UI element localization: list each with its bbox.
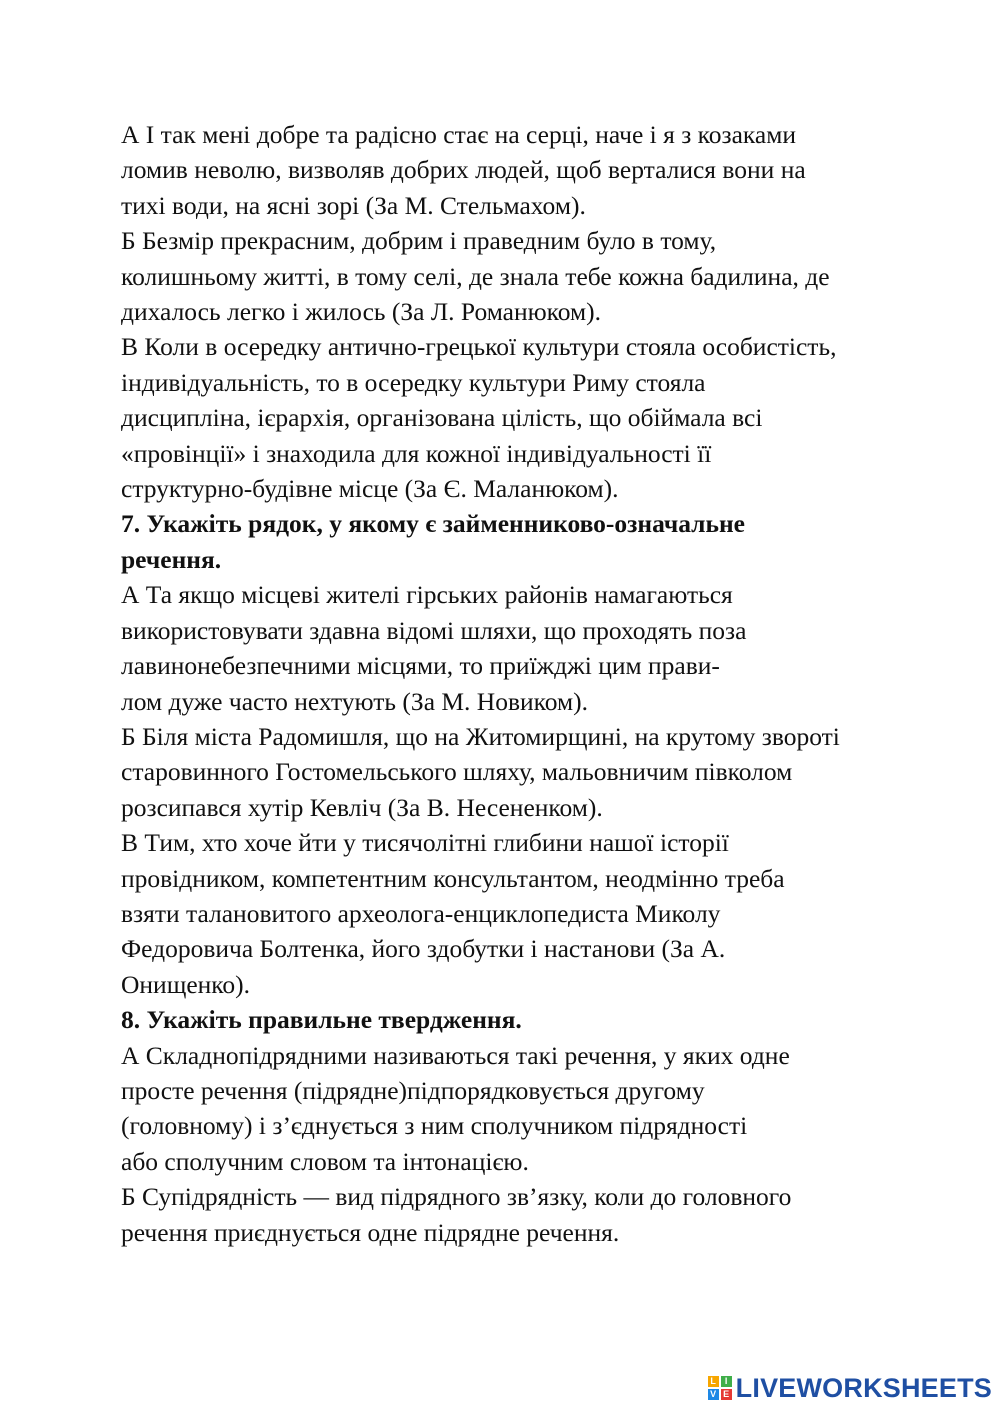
text-line: Онищенко). — [121, 969, 251, 999]
text-line: взяти талановитого археолога-енциклопедиста Миколу — [121, 898, 721, 928]
logo-grid-cell: L — [708, 1376, 719, 1387]
text-line: провідником, компетентним консультантом, неодмінно треба — [121, 863, 785, 893]
liveworksheets-logo-text: LIVEWORKSHEETS — [735, 1372, 992, 1403]
question-heading-line: 7. Укажіть рядок, у якому є займенниково-означальне — [121, 509, 745, 539]
text-line: «провінції» і знаходила для кожної індивідуальності її — [121, 438, 712, 468]
text-line: тихі води, на ясні зорі (За М. Стельмахом). — [121, 190, 586, 220]
logo-grid-cell: I — [721, 1376, 732, 1387]
text-line: просте речення (підрядне)підпорядковується другому — [121, 1075, 705, 1105]
text-line: Федоровича Болтенка, його здобутки і настанови (За А. — [121, 934, 726, 964]
text-line: лом дуже часто нехтують (За М. Новиком). — [121, 686, 589, 716]
text-line: використовувати здавна відомі шляхи, що проходять поза — [121, 615, 747, 645]
text-line: старовинного Гостомельського шляху, мальовничим півколом — [121, 757, 793, 787]
liveworksheets-logo[interactable] — [708, 1371, 992, 1405]
liveworksheets-logo-icon — [708, 1376, 732, 1400]
text-line: А І так мені добре та радісно стає на серці, наче і я з козаками — [121, 120, 797, 149]
logo-grid-cell: E — [721, 1389, 732, 1400]
text-line: лавинонебезпечними місцями, то приїжджі цим прави- — [121, 651, 720, 681]
text-line: В Тим, хто хоче йти у тисячолітні глибини нашої історії — [121, 828, 729, 858]
question-heading-line: 8. Укажіть правильне твердження. — [121, 1005, 522, 1035]
text-line: А Складнопідрядними називаються такі речення, у яких одне — [121, 1040, 790, 1070]
text-line: структурно-будівне місце (За Є. Маланюком). — [121, 474, 619, 504]
text-line: Б Безмір прекрасним, добрим і праведним було в тому, — [121, 226, 717, 256]
text-line: Б Супідрядність — вид підрядного зв’язку, коли до головного — [121, 1182, 792, 1212]
text-line: ломив неволю, визволяв добрих людей, щоб верталися вони на — [121, 155, 806, 185]
text-line: дисципліна, ієрархія, організована цілість, що обіймала всі — [121, 403, 763, 433]
text-line: індивідуальність, то в осередку культури Риму стояла — [121, 367, 706, 397]
text-line: колишньому житті, в тому селі, де знала тебе кожна бадилина, де — [121, 261, 830, 291]
text-line: (головному) і з’єднується з ним сполучником підрядності — [121, 1111, 748, 1141]
text-line: А Та якщо місцеві жителі гірських районів намагаються — [121, 580, 733, 610]
document-body — [121, 117, 921, 1250]
text-line: В Коли в осередку антично-грецької культури стояла особистість, — [121, 332, 837, 362]
text-line: дихалось легко і жилось (За Л. Романюком). — [121, 297, 602, 327]
question-heading-line: речення. — [121, 544, 222, 574]
text-line: Б Біля міста Радомишля, що на Житомирщині, на крутому звороті — [121, 721, 840, 751]
text-line: або сполучним словом та інтонацією. — [121, 1146, 529, 1176]
text-line: розсипався хутір Кевліч (За В. Несененком). — [121, 792, 603, 822]
text-line: речення приєднується одне підрядне речення. — [121, 1217, 620, 1247]
logo-grid-cell: V — [708, 1389, 719, 1400]
